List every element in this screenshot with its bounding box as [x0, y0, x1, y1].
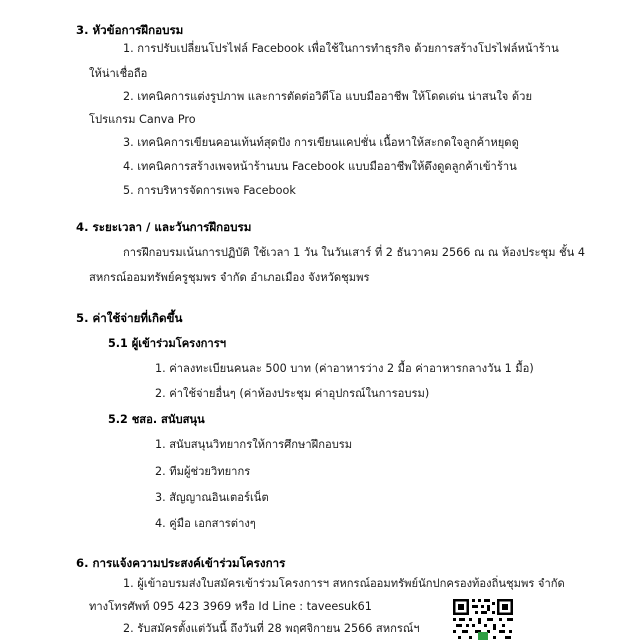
- section-5-2-item-1: 1. สนับสนุนวิทยากรให้การศึกษาฝึกอบรม: [155, 438, 353, 451]
- section-6-item-1-line-2: ทางโทรศัพท์ 095 423 3969 หรือ Id Line : taveesuk61: [89, 600, 372, 613]
- section-5-1-heading: 5.1 ผู้เข้าร่วมโครงการฯ: [108, 337, 226, 350]
- section-5-1-item-1: 1. ค่าลงทะเบียนคนละ 500 บาท (ค่าอาหารว่าง 2 มื้อ ค่าอาหารกลางวัน 1 มื้อ): [155, 362, 534, 375]
- section-4-heading: 4. ระยะเวลา / และวันการฝึกอบรม: [76, 220, 252, 234]
- section-6-item-2-line-1: 2. รับสมัครตั้งแต่วันนี้ ถึงวันที่ 28 พฤศจิกายน 2566 สหกรณ์ฯ: [123, 622, 420, 635]
- section-5-1-item-2: 2. ค่าใช้จ่ายอื่นๆ (ค่าห้องประชุม ค่าอุปกรณ์ในการอบรม): [155, 387, 430, 400]
- section-6-heading: 6. การแจ้งความประสงค์เข้าร่วมโครงการ: [76, 556, 286, 570]
- section-3-item-1-line-1: 1. การปรับเปลี่ยนโปรไฟล์ Facebook เพื่อใช้ในการทำธุรกิจ ด้วยการสร้างโปรไฟล์หน้าร้าน: [123, 42, 559, 55]
- section-3-item-5: 5. การบริหารจัดการเพจ Facebook: [123, 184, 296, 197]
- section-3-item-2-line-2: โปรแกรม Canva Pro: [89, 113, 196, 126]
- section-5-2-item-4: 4. คู่มือ เอกสารต่างๆ: [155, 517, 256, 530]
- section-5-heading: 5. ค่าใช้จ่ายที่เกิดขึ้น: [76, 311, 183, 325]
- section-3-item-2-line-1: 2. เทคนิคการแต่งรูปภาพ และการตัดต่อวิดีโอ แบบมืออาชีพ ให้โดดเด่น น่าสนใจ ด้วย: [123, 90, 533, 103]
- section-3-item-1-line-2: ให้น่าเชื่อถือ: [89, 67, 148, 80]
- section-6-item-1-line-1: 1. ผู้เข้าอบรมส่งใบสมัครเข้าร่วมโครงการฯ สหกรณ์ออมทรัพย์นักปกครองท้องถิ่นชุมพร จำกัด: [123, 577, 565, 590]
- section-3-item-3: 3. เทคนิคการเขียนคอนเท้นท์สุดปัง การเขียนแคปชั่น เนื้อหาให้สะกดใจลูกค้าหยุดดู: [123, 136, 519, 149]
- section-5-2-heading: 5.2 ชสอ. สนับสนุน: [108, 413, 205, 426]
- section-3-heading: 3. หัวข้อการฝึกอบรม: [76, 23, 184, 37]
- section-5-2-item-3: 3. สัญญาณอินเตอร์เน็ต: [155, 491, 269, 504]
- section-3-item-4: 4. เทคนิคการสร้างเพจหน้าร้านบน Facebook แบบมืออาชีพให้ดึงดูดลูกค้าเข้าร้าน: [123, 160, 517, 173]
- qr-code-icon: [452, 598, 514, 640]
- section-4-line-1: การฝึกอบรมเน้นการปฏิบัติ ใช้เวลา 1 วัน ในวันเสาร์ ที่ 2 ธันวาคม 2566 ณ ณ ห้องประชุม ชั้น 4: [123, 246, 585, 259]
- section-5-2-item-2: 2. ทีมผู้ช่วยวิทยากร: [155, 465, 251, 478]
- section-4-line-2: สหกรณ์ออมทรัพย์ครูชุมพร จำกัด อำเภอเมือง จังหวัดชุมพร: [89, 271, 370, 284]
